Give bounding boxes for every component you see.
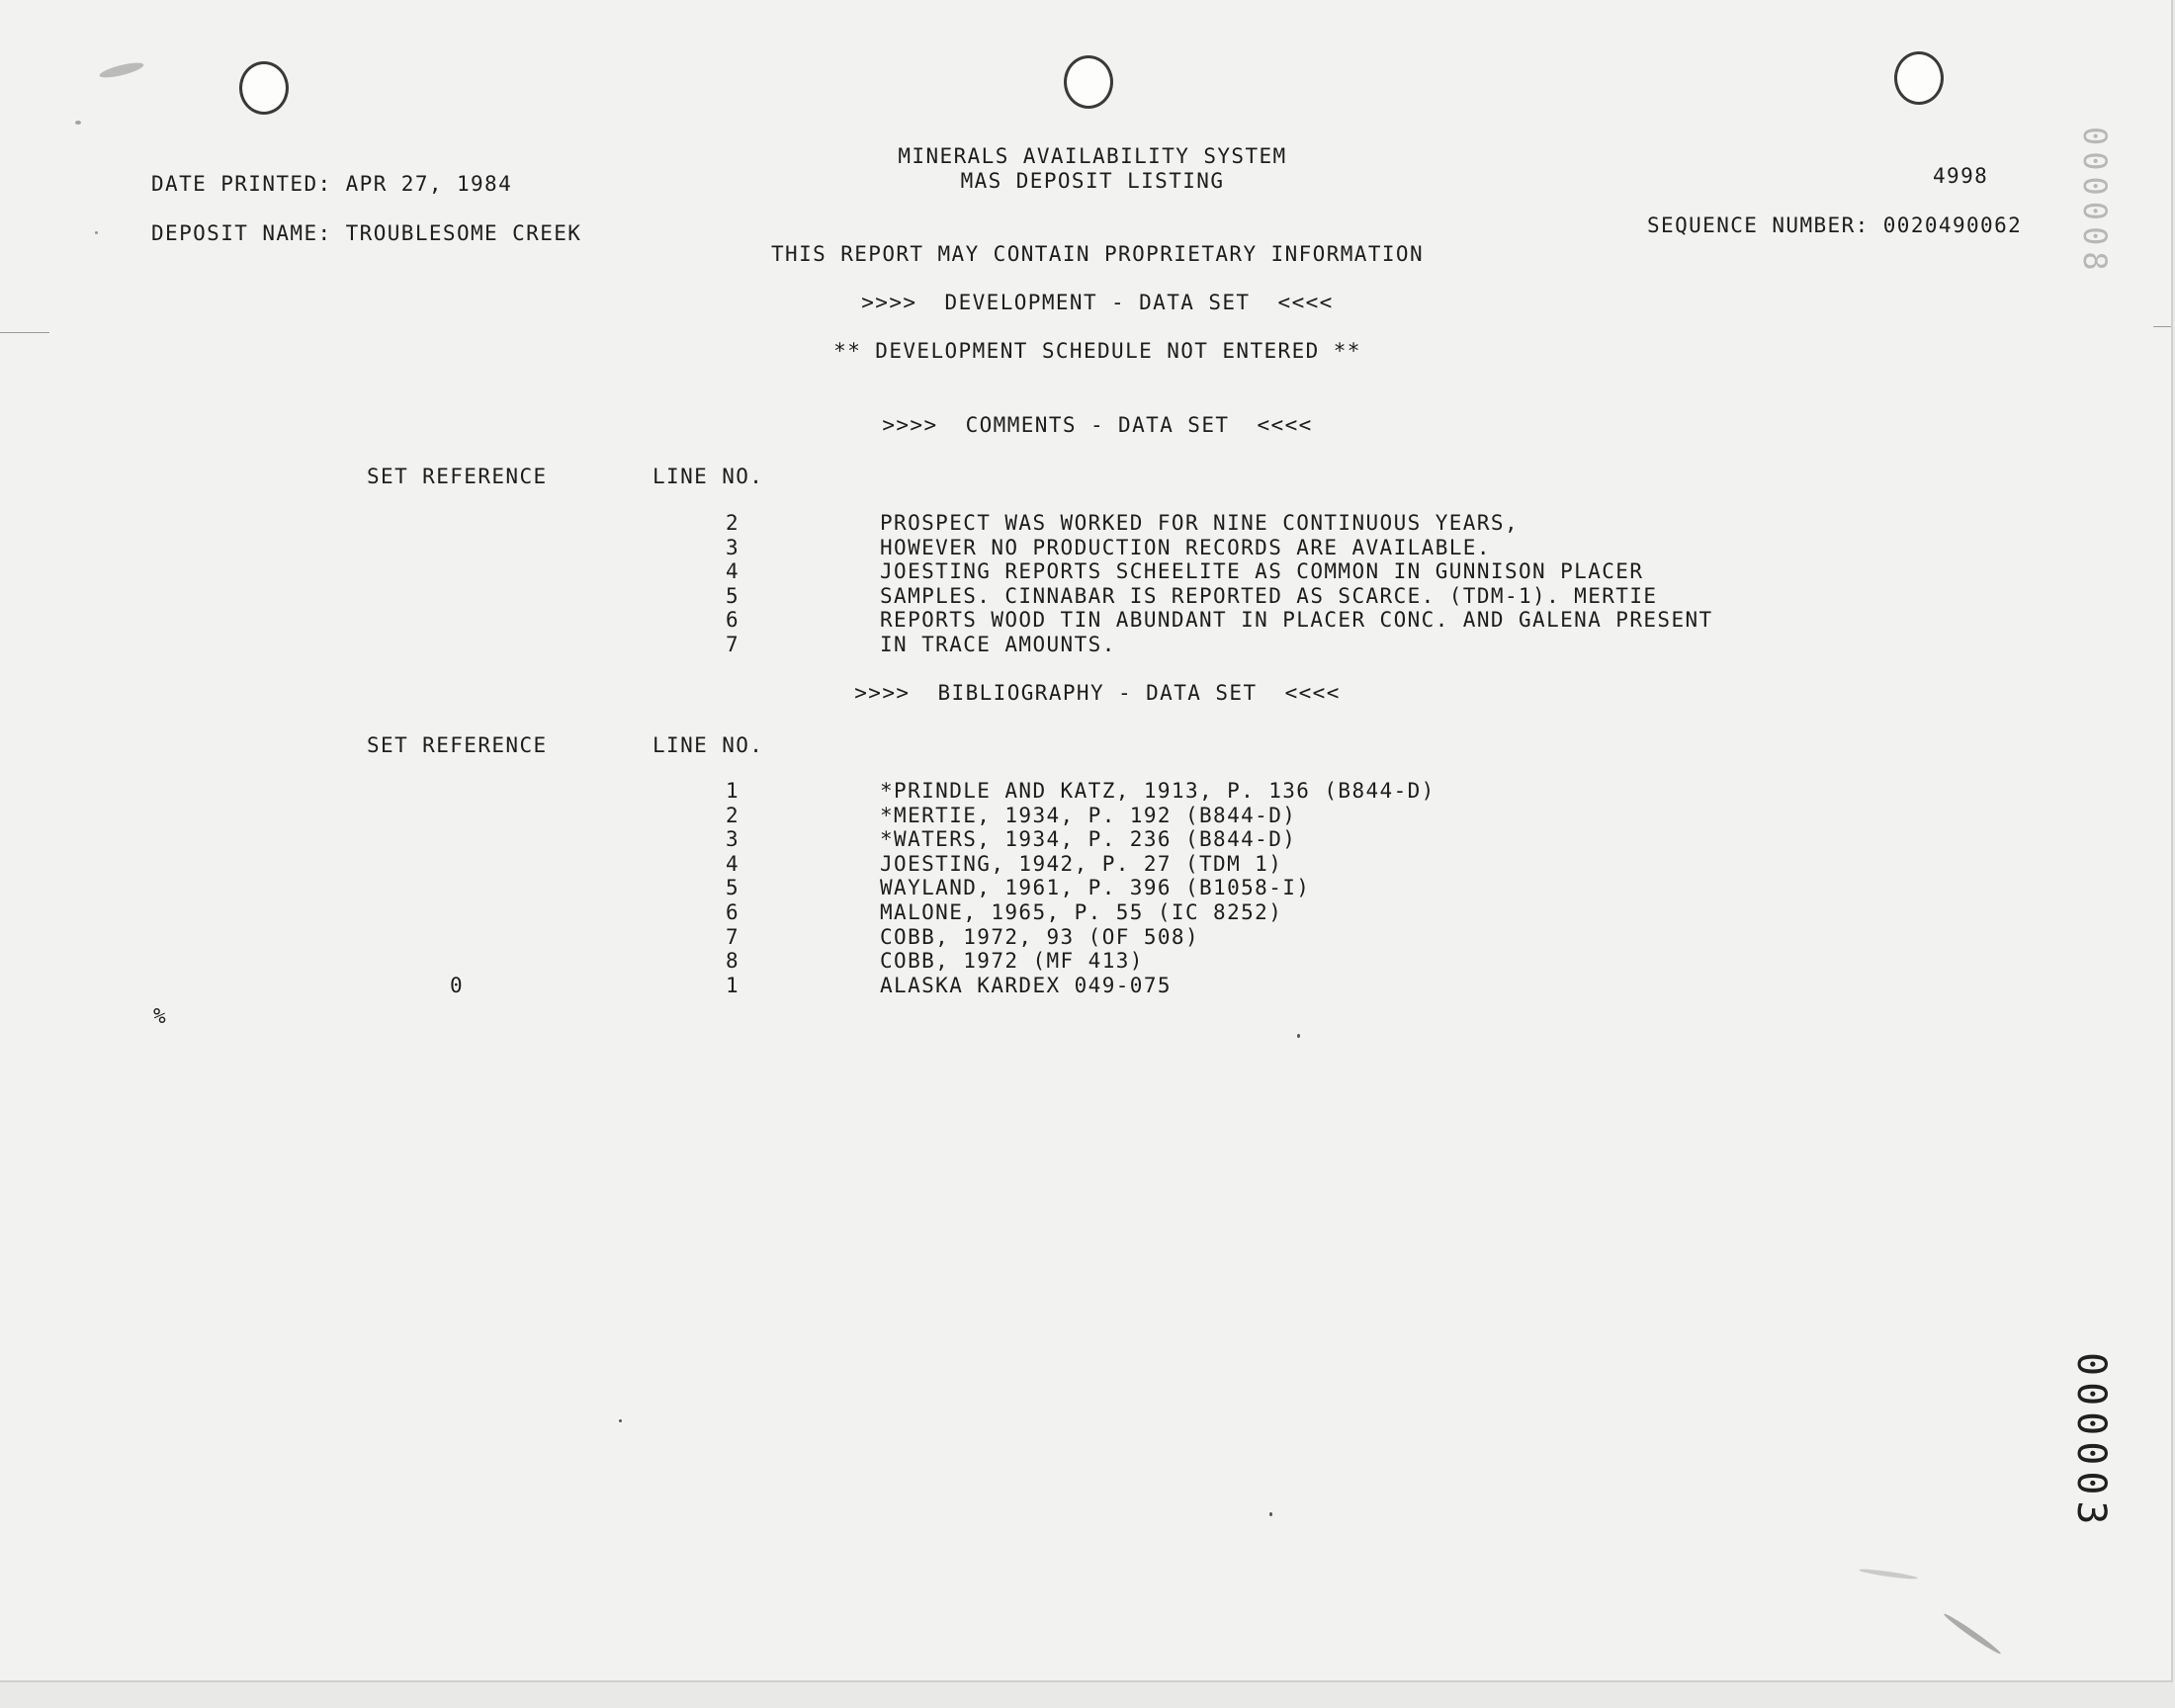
bibliography-col-line-no: LINE NO. [652,733,764,757]
bibliography-col-set-reference: SET REFERENCE [367,733,548,757]
page-code: 4998 [1933,164,1989,188]
line-text-cell: PROSPECT WAS WORKED FOR NINE CONTINUOUS YEARS, [880,511,1519,535]
line-text-cell: *WATERS, 1934, P. 236 (B844-D) [880,827,1297,852]
line-number-cell: 8 [725,949,740,974]
line-text-cell: IN TRACE AMOUNTS. [880,633,1116,656]
comments-heading: >>>> COMMENTS - DATA SET <<<< [882,413,1313,437]
page-stamp-bottom: 000003 [2068,1352,2114,1531]
scan-speck [1297,1034,1300,1038]
scan-smudge [98,60,144,81]
line-number-cell: 5 [725,583,740,608]
line-text-cell: COBB, 1972, 93 (OF 508) [880,924,1199,949]
line-text-cell: *MERTIE, 1934, P. 192 (B844-D) [880,803,1297,827]
binder-hole-right [1894,51,1944,105]
scan-speck [75,121,81,125]
line-number-cell: 7 [725,633,740,656]
scan-smudge [1943,1611,2003,1656]
line-number-cell: 2 [725,803,740,827]
line-number-cell: 6 [725,608,740,633]
set-reference-cell: 0 [449,973,465,997]
date-printed: DATE PRINTED: APR 27, 1984 [151,172,513,196]
comments-col-line-no: LINE NO. [652,465,764,488]
line-number-cell: 5 [725,876,740,900]
line-text-cell: MALONE, 1965, P. 55 (IC 8252) [880,900,1283,924]
line-number-cell: 1 [725,973,740,997]
line-number-cell: 3 [725,827,740,852]
line-text-cell: HOWEVER NO PRODUCTION RECORDS ARE AVAILABLE. [880,535,1491,559]
proprietary-notice: THIS REPORT MAY CONTAIN PROPRIETARY INFORMATION [770,242,1425,266]
line-text-cell: REPORTS WOOD TIN ABUNDANT IN PLACER CONC. AND GALENA PRESENT [880,608,1713,633]
page-stamp-top: 000008 [2076,127,2114,277]
line-text-cell: SAMPLES. CINNABAR IS REPORTED AS SCARCE. (TDM-1). MERTIE [880,583,1658,608]
development-note: ** DEVELOPMENT SCHEDULE NOT ENTERED ** [833,339,1361,363]
line-number-cell: 4 [725,559,740,584]
binder-hole-center [1064,55,1113,109]
line-text-cell: WAYLAND, 1961, P. 396 (B1058-I) [880,876,1311,900]
binder-hole-left [239,61,289,115]
line-number-cell: 2 [725,511,740,535]
development-heading: >>>> DEVELOPMENT - DATA SET <<<< [861,291,1334,314]
line-number-cell: 3 [725,535,740,559]
line-number-cell: 6 [725,900,740,924]
line-text-cell: COBB, 1972 (MF 413) [880,949,1144,974]
system-title: MINERALS AVAILABILITY SYSTEM [898,144,1287,168]
line-text-cell: JOESTING REPORTS SCHEELITE AS COMMON IN GUNNISON PLACER [880,559,1644,584]
line-text-cell: ALASKA KARDEX 049-075 [880,973,1172,997]
bibliography-heading: >>>> BIBLIOGRAPHY - DATA SET <<<< [854,681,1341,705]
comments-col-set-reference: SET REFERENCE [367,465,548,488]
end-marker: % [153,1004,168,1028]
scan-speck [95,231,98,234]
sequence-number: SEQUENCE NUMBER: 0020490062 [1647,214,2023,237]
line-number-cell: 1 [725,779,740,803]
line-text-cell: JOESTING, 1942, P. 27 (TDM 1) [880,851,1283,876]
line-text-cell: *PRINDLE AND KATZ, 1913, P. 136 (B844-D) [880,779,1436,803]
scan-speck [619,1419,622,1422]
line-number-cell: 7 [725,924,740,949]
deposit-name: DEPOSIT NAME: TROUBLESOME CREEK [151,221,582,245]
scan-edge-mark [0,332,49,333]
scan-speck [1269,1512,1272,1516]
scan-edge-mark [2153,326,2171,327]
scan-smudge [1859,1568,1918,1580]
listing-title: MAS DEPOSIT LISTING [960,169,1225,193]
line-number-cell: 4 [725,851,740,876]
